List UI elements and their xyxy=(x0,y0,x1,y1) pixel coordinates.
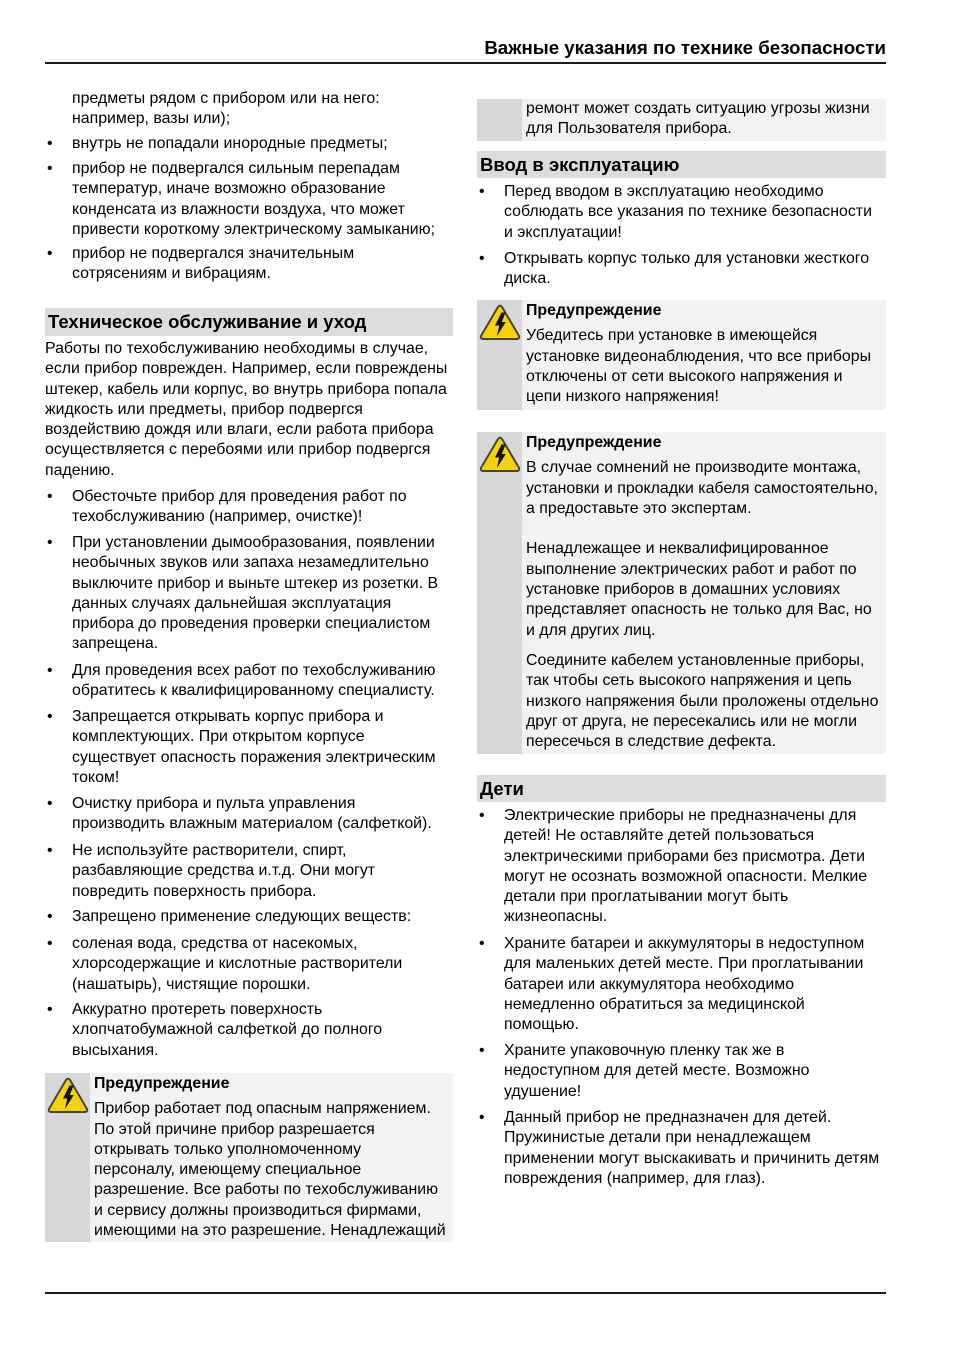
list-item: • Перед вводом в эксплуатацию необходимо соблюдать все указания по технике безопасности и эксплуатации! xyxy=(504,182,872,243)
warning-box-continuation xyxy=(477,99,886,141)
warning-title: Предупреждение xyxy=(526,302,662,319)
warning-text: Ненадлежащее и неквалифицированное выполнение электрических работ и работ по установке приборов в домашних условиях представляет опасность не только для Вас, но и для других лиц. xyxy=(526,540,872,639)
warning-title: Предупреждение xyxy=(94,1075,230,1092)
warning-text: ремонт может создать ситуацию угрозы жизни для Пользователя прибора. xyxy=(526,100,870,138)
list-item: • Запрещается открывать корпус прибора и комплектующих. При открытом корпусе существует опасность поражения электрическим током! xyxy=(72,707,436,788)
warning-icon-cell xyxy=(477,432,522,754)
page-header-title: Важные указания по технике безопасности xyxy=(484,37,886,58)
maintenance-paragraph: Работы по техобслуживанию необходимы в случае, если прибор поврежден. Например, если повреждены штекер, кабель или корпус, во внутрь прибора попала жидкость или предметы, прибор подвергся воздействию дождя или влаги, если работа прибора осуществляется с перебоями или прибор подвергся падению. xyxy=(45,340,448,479)
list-item: • Аккуратно протереть поверхность хлопчатобумажной салфеткой до полного высыхания. xyxy=(72,1000,382,1061)
list-item: • соленая вода, средства от насекомых, хлорсодержащие и кислотные растворители (нашатырь), чистящие порошки. xyxy=(72,934,402,995)
list-item: • внутрь не попадали инородные предметы; xyxy=(72,134,388,154)
warning-text: В случае сомнений не производите монтажа, установки и прокладки кабеля самостоятельно, а предоставьте это экспертам. xyxy=(526,459,878,517)
warning-content xyxy=(522,300,886,410)
section-heading-children: Дети xyxy=(477,775,886,802)
list-item: • При установлении дымообразования, появлении необычных звуков или запаха незамедлительно выключите прибор и выньте штекер из розетки. В данных случаях дальнейшая эксплуатация прибора до проведения проверки специалистом запрещена. xyxy=(72,533,438,655)
high-voltage-warning-icon xyxy=(479,436,521,473)
list-item: • Обесточьте прибор для проведения работ по техобслуживанию (например, очистке)! xyxy=(72,487,407,528)
warning-text: Убедитесь при установке в имеющейся установке видеонаблюдения, что все приборы отключены от сети высокого напряжения и цепи низкого напряжения! xyxy=(526,327,871,406)
warning-icon-cell xyxy=(477,99,522,141)
list-item: • Данный прибор не предназначен для детей. Пружинистые детали при ненадлежащем применении могут выскакивать и причинить детям повреждения (например, для глаз). xyxy=(504,1108,879,1189)
list-item: • Храните упаковочную пленку так же в недоступном для детей месте. Возможно удушение! xyxy=(504,1041,810,1102)
warning-content xyxy=(522,432,886,754)
list-item: • Храните батареи и аккумуляторы в недоступном для маленьких детей месте. При проглатывании батареи или аккумулятора необходимо немедленно обратиться за медицинской помощью. xyxy=(504,934,864,1035)
bullet-continuation: предметы рядом с прибором или на него: например, вазы или); xyxy=(72,90,380,128)
warning-content xyxy=(90,1073,453,1242)
warning-icon-cell xyxy=(45,1073,90,1242)
list-item: • Открывать корпус только для установки жесткого диска. xyxy=(504,249,869,290)
warning-box-maintenance xyxy=(45,1073,453,1242)
list-item: • Не используйте растворители, спирт, разбавляющие средства и.т.д. Они могут повредить поверхность прибора. xyxy=(72,841,375,902)
list-item: • Электрические приборы не предназначены для детей! Не оставляйте детей пользоваться электрическими приборами без присмотра. Дети могут не осознать возможной опасности. Мелкие детали при проглатывании могут быть жизнеопасны. xyxy=(504,806,867,928)
list-item: • прибор не подвергался сильным перепадам температур, иначе возможно образование конденсата из влажности воздуха, что может привести короткому электрическому замыканию; xyxy=(72,159,435,240)
list-item: • Для проведения всех работ по техобслуживанию обратитесь к квалифицированному специалисту. xyxy=(72,661,435,702)
list-item: • Очистку прибора и пульта управления производить влажным материалом (салфеткой). xyxy=(72,794,432,835)
warning-text: Прибор работает под опасным напряжением. По этой причине прибор разрешается открывать только уполномоченному персоналу, имеющему специальное разрешение. Все работы по техобслуживанию и сервису должны производиться фирмами, имеющими на это разрешение. Ненадлежащий xyxy=(94,1100,446,1240)
list-item: • Запрещено применение следующих веществ: xyxy=(72,907,411,927)
high-voltage-warning-icon xyxy=(479,304,521,341)
footer-rule xyxy=(45,1292,886,1294)
warning-title: Предупреждение xyxy=(526,434,662,451)
warning-content xyxy=(522,99,886,141)
list-item: • прибор не подвергался значительным сотрясениям и вибрациям. xyxy=(72,244,354,285)
section-heading-maintenance: Техническое обслуживание и уход xyxy=(45,308,453,336)
high-voltage-warning-icon xyxy=(47,1077,89,1114)
warning-box-electrical xyxy=(477,432,886,754)
warning-box-installation xyxy=(477,300,886,410)
warning-text: Соедините кабелем установленные приборы, так чтобы сеть высокого напряжения и цепь низкого напряжения были проложены отдельно друг от друга, не пересекались или не могли пересечься в следствие дефекта. xyxy=(526,651,879,751)
section-heading-commissioning: Ввод в эксплуатацию xyxy=(477,151,886,178)
header-rule xyxy=(45,62,886,64)
warning-icon-cell xyxy=(477,300,522,410)
